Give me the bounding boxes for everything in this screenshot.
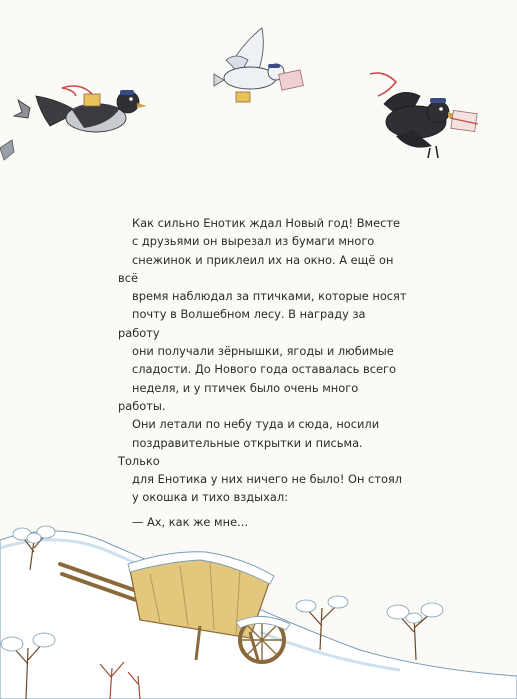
story-line: снежинок и приклеил их на окно. А ещё он всё [118, 252, 394, 285]
story-text [118, 214, 408, 531]
story-line: почту в Волшебном лесу. В награду за работу [118, 307, 366, 340]
story-line: неделя, и у птичек было очень много работы. [118, 380, 359, 413]
crow-right-icon [370, 73, 478, 158]
bird-tail-edge-icon [0, 140, 14, 160]
story-line: поздравительные открытки и письма. Только [118, 435, 363, 468]
story-line: с друзьями он вырезал из бумаги много [132, 234, 375, 249]
story-paragraph [118, 214, 408, 507]
story-line: для Енотика у них ничего не было! Он стоял [132, 472, 403, 487]
white-dove-center-icon [214, 28, 303, 102]
story-line: они получали зёрнышки, ягоды и любимые [132, 344, 394, 359]
story-line: сладости. До Нового года оставалась всего [132, 362, 396, 377]
pigeon-left-icon [14, 86, 147, 132]
story-line: у окошка и тихо вздыхал: [132, 490, 288, 505]
story-line: Они летали по небу туда и сюда, носили [132, 417, 380, 432]
story-line: время наблюдал за птичками, которые носят [132, 289, 407, 304]
story-line: Как сильно Енотик ждал Новый год! Вместе [132, 216, 401, 230]
mail-birds-illustration [0, 0, 517, 200]
snowy-wheelbarrow-illustration [0, 500, 517, 699]
story-dialogue: — Ах, как же мне... [132, 514, 248, 529]
